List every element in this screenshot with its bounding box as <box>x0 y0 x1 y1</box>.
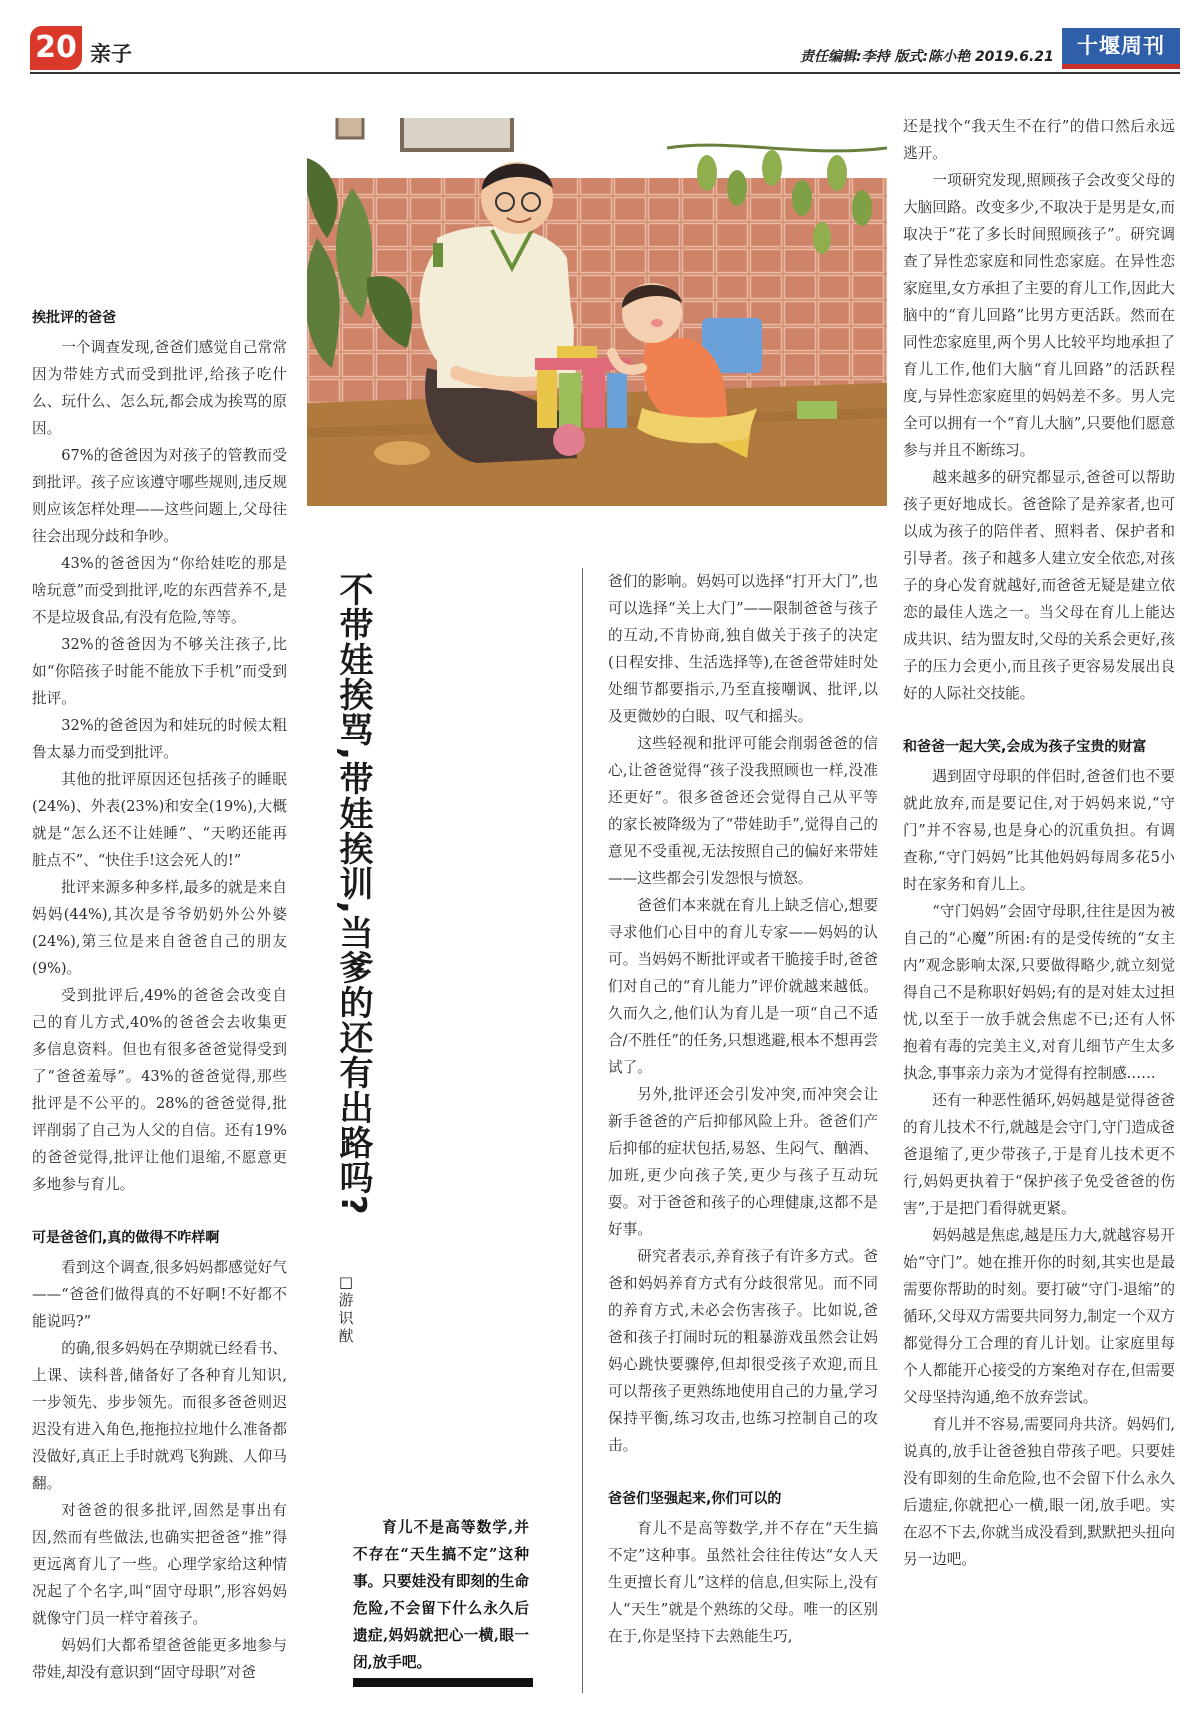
section-label: 亲子 <box>90 42 132 66</box>
illustration-graphic <box>307 118 887 506</box>
column-left <box>32 305 287 1686</box>
paragraph: 遇到固守母职的伴侣时,爸爸们也不要就此放弃,而是要记住,对于妈妈来说,“守门”并不容易,也是身心的沉重负担。有调查称,“守门妈妈”比其他妈妈每周多花5小时在家务和育儿上。 <box>903 768 1175 893</box>
picture-frame-icon <box>402 118 512 150</box>
paragraph: 32%的爸爸因为不够关注孩子,比如“你陪孩子时能不能放下手机”而受到批评。 <box>32 636 287 707</box>
masthead-logo: 十堰周刊 <box>1062 28 1180 69</box>
paragraph: 这些轻视和批评可能会削弱爸爸的信心,让爸爸觉得“孩子没我照顾也一样,没准还更好”。很多爸爸还会觉得自己从平等的家长被降级为了“带娃助手”,觉得自己的意见不受重视,无法按照自己的偏好来带娃——这些都会引发怨恨与愤怒。 <box>608 735 878 887</box>
father-child-illustration <box>307 118 887 506</box>
paragraph: 还是找个“我天生不在行”的借口然后永远逃开。 <box>903 118 1175 162</box>
editor-credits: 责任编辑:李持 版式:陈小艳 2019.6.21 <box>800 49 1054 65</box>
pull-quote-text: 育儿不是高等数学,并不存在“天生搞不定”这种事。只要娃没有即刻的生命危险,不会留下什么永久后遗症,妈妈就把心一横,眼一闭,放手吧。 <box>353 1519 529 1671</box>
paragraph: 看到这个调查,很多妈妈都感觉好气——“爸爸们做得真的不好啊!不好都不能说吗?” <box>32 1259 287 1330</box>
header-rule <box>30 72 1180 74</box>
section-heading: 挨批评的爸爸 <box>32 310 116 326</box>
paragraph: 受到批评后,49%的爸爸会改变自己的育儿方式,40%的爸爸会去收集更多信息资料。但也有很多爸爸觉得受到了“爸爸羞辱”。43%的爸爸觉得,那些批评是不公平的。28%的爸爸觉得,批评削弱了自己为人父的自信。还有19%的爸爸觉得,批评让他们退缩,不愿意更多地参与育儿。 <box>32 987 287 1193</box>
paragraph: 67%的爸爸因为对孩子的管教而受到批评。孩子应该遵守哪些规则,违反规则应该怎样处理——这些问题上,父母往往会出现分歧和争吵。 <box>32 447 287 545</box>
paragraph: 爸们的影响。妈妈可以选择“打开大门”,也可以选择“关上大门”——限制爸爸与孩子的互动,不肯协商,独自做关于孩子的决定(日程安排、生活选择等),在爸爸带娃时处处细节都要指示,乃至直接嘲讽、批评,以及更微妙的白眼、叹气和摇头。 <box>608 573 878 725</box>
paragraph: 32%的爸爸因为和娃玩的时候太粗鲁太暴力而受到批评。 <box>32 717 287 761</box>
paragraph: 妈妈们大都希望爸爸能更多地参与带娃,却没有意识到“固守母职”对爸 <box>32 1637 287 1681</box>
section-heading: 可是爸爸们,真的做得不咋样啊 <box>32 1230 220 1246</box>
paragraph: 其他的批评原因还包括孩子的睡眠(24%)、外表(23%)和安全(19%),大概就是“怎么还不让娃睡”、“天哟还能再脏点不”、“快住手!这会死人的!” <box>32 771 287 869</box>
paragraph: 研究者表示,养育孩子有许多方式。爸爸和妈妈养育方式有分歧很常见。而不同的养育方式,未必会伤害孩子。比如说,爸爸和孩子打闹时玩的粗暴游戏虽然会让妈妈心跳快要骤停,但却很受孩子欢迎,而且可以帮孩子更熟练地使用自己的力量,学习保持平衡,练习攻击,也练习控制自己的攻击。 <box>608 1248 878 1454</box>
paragraph: 的确,很多妈妈在孕期就已经看书、上课、读科普,储备好了各种育儿知识,一步领先、步步领先。而很多爸爸则迟迟没有进入角色,拖拖拉拉地什么准备都没做好,真正上手时就鸡飞狗跳、人仰马翻。 <box>32 1340 287 1492</box>
paragraph: 育儿不是高等数学,并不存在“天生搞不定”这种事。虽然社会往往传达“女人天生更擅长育儿”这样的信息,但实际上,没有人“天生”就是个熟练的父母。唯一的区别在于,你是坚持下去熟能生巧, <box>608 1520 878 1645</box>
section-heading: 爸爸们坚强起来,你们可以的 <box>608 1491 782 1507</box>
column-divider <box>582 568 583 1693</box>
paragraph: “守门妈妈”会固守母职,往往是因为被自己的“心魔”所困:有的是受传统的“女主内”观念影响太深,只要做得略少,就立刻觉得自己不是称职好妈妈;有的是对娃太过担忧,以至于一放手就会焦虑不已;还有人怀抱着有毒的完美主义,对育儿细节产生太多执念,事事亲力亲为才觉得有控制感…… <box>903 903 1175 1082</box>
paragraph: 批评来源多种多样,最多的就是来自妈妈(44%),其次是爷爷奶奶外公外婆(24%),第三位是来自爸爸自己的朋友(9%)。 <box>32 879 287 977</box>
paragraph: 一项研究发现,照顾孩子会改变父母的大脑回路。改变多少,不取决于是男是女,而取决于“花了多长时间照顾孩子”。研究调查了异性恋家庭和同性恋家庭。在异性恋家庭里,女方承担了主要的育儿工作,因此大脑中的“育儿回路”比男方更活跃。然而在同性恋家庭里,两个男人比较平均地承担了育儿工作,他们大脑“育儿回路”的活跃程度,与异性恋家庭里的妈妈差不多。男人完全可以拥有一个“育儿大脑”,只要他们愿意参与并且不断练习。 <box>903 172 1175 459</box>
article-byline: □游识猷 <box>338 1273 354 1345</box>
paragraph: 还有一种恶性循环,妈妈越是觉得爸爸的育儿技术不行,就越是会守门,守门造成爸爸退缩了,更少带孩子,于是育儿技术更不行,妈妈更执着于“保护孩子免受爸爸的伤害”,于是把门看得就更紧。 <box>903 1092 1175 1217</box>
article-title: 不带娃挨骂,带娃挨训,当爹的还有出路吗? <box>333 572 373 1216</box>
pull-quote <box>353 1514 529 1676</box>
paragraph: 另外,批评还会引发冲突,而冲突会让新手爸爸的产后抑郁风险上升。爸爸们产后抑郁的症状包括,易怒、生闷气、酗酒、加班,更少向孩子笑,更少与孩子互动玩耍。对于爸爸和孩子的心理健康,这都不是好事。 <box>608 1086 878 1238</box>
paragraph: 43%的爸爸因为“你给娃吃的那是啥玩意”而受到批评,吃的东西营养不,是不是垃圾食品,有没有危险,等等。 <box>32 555 287 626</box>
pull-quote-bar <box>353 1678 533 1687</box>
paragraph: 一个调查发现,爸爸们感觉自己常常因为带娃方式而受到批评,给孩子吃什么、玩什么、怎么玩,都会成为挨骂的原因。 <box>32 339 287 437</box>
paragraph: 爸爸们本来就在育儿上缺乏信心,想要寻求他们心目中的育儿专家——妈妈的认可。当妈妈不断批评或者干脆接手时,爸爸们对自己的“育儿能力”评价就越来越低。久而久之,他们认为育儿是一项“自己不适合/不胜任”的任务,只想逃避,根本不想再尝试了。 <box>608 897 878 1076</box>
paragraph: 对爸爸的很多批评,固然是事出有因,然而有些做法,也确实把爸爸“推”得更远离育儿了一些。心理学家给这种情况起了个名字,叫“固守母职”,形容妈妈就像守门员一样守着孩子。 <box>32 1502 287 1627</box>
column-right <box>903 113 1175 1573</box>
column-middle <box>608 568 878 1650</box>
paragraph: 越来越多的研究都显示,爸爸可以帮助孩子更好地成长。爸爸除了是养家者,也可以成为孩子的陪伴者、照料者、保护者和引导者。孩子和越多人建立安全依恋,对孩子的身心发育就越好,而爸爸无疑是建立依恋的最佳人选之一。当父母在育儿上能达成共识、结为盟友时,父母的关系会更好,孩子的压力会更小,而且孩子更容易发展出良好的人际社交技能。 <box>903 469 1175 702</box>
paragraph: 妈妈越是焦虑,越是压力大,就越容易开始“守门”。她在推开你的时刻,其实也是最需要你帮助的时刻。要打破“守门-退缩”的循环,父母双方需要共同努力,制定一个双方都觉得分工合理的育儿计划。让家庭里每个人都能开心接受的方案绝对存在,但需要父母坚持沟通,绝不放弃尝试。 <box>903 1227 1175 1406</box>
page-number-badge: 20 <box>30 26 82 70</box>
page-header <box>0 0 1200 80</box>
paragraph: 育儿并不容易,需要同舟共济。妈妈们,说真的,放手让爸爸独自带孩子吧。只要娃没有即刻的生命危险,也不会留下什么永久后遗症,你就把心一横,眼一闭,放手吧。实在忍不下去,你就当成没看到,默默把头扭向另一边吧。 <box>903 1416 1175 1568</box>
section-heading: 和爸爸一起大笑,会成为孩子宝贵的财富 <box>903 739 1147 755</box>
